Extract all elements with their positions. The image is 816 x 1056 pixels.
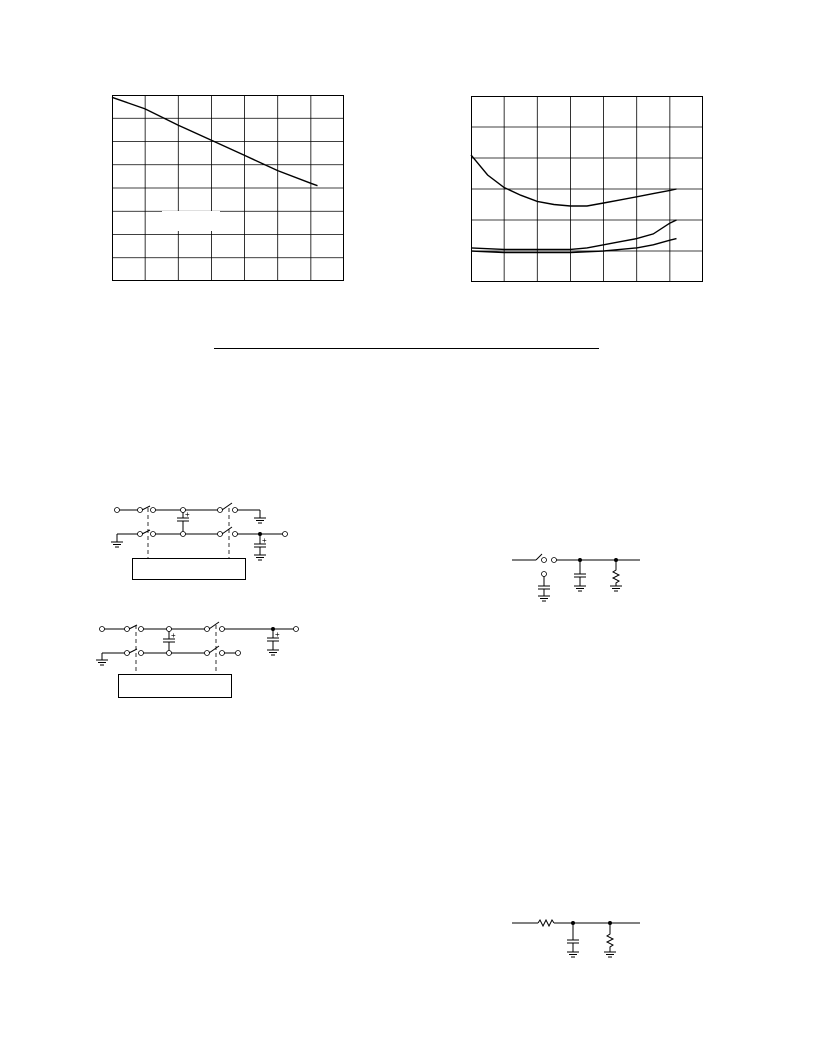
section-divider [214,348,599,349]
schematic-output-switch-rc [510,550,650,610]
chart-left-label-gap [162,211,220,231]
control-block-2 [118,674,232,698]
svg-text:+: + [262,536,267,545]
chart-right [471,96,703,282]
chart-right-series-line-1 [471,155,677,206]
svg-text:+: + [171,631,176,640]
chart-right-series [471,155,677,253]
svg-text:+: + [185,510,190,519]
input-terminal-top [115,508,120,513]
schematic-rc-filter [510,912,650,967]
chart-right-series-line-3 [471,239,677,253]
output-terminal [283,532,288,537]
control-block-1 [132,558,246,580]
chart-left [112,95,344,281]
svg-text:+: + [275,630,280,639]
chart-left-grid [112,95,344,281]
chart-right-series-line-2 [471,220,677,249]
